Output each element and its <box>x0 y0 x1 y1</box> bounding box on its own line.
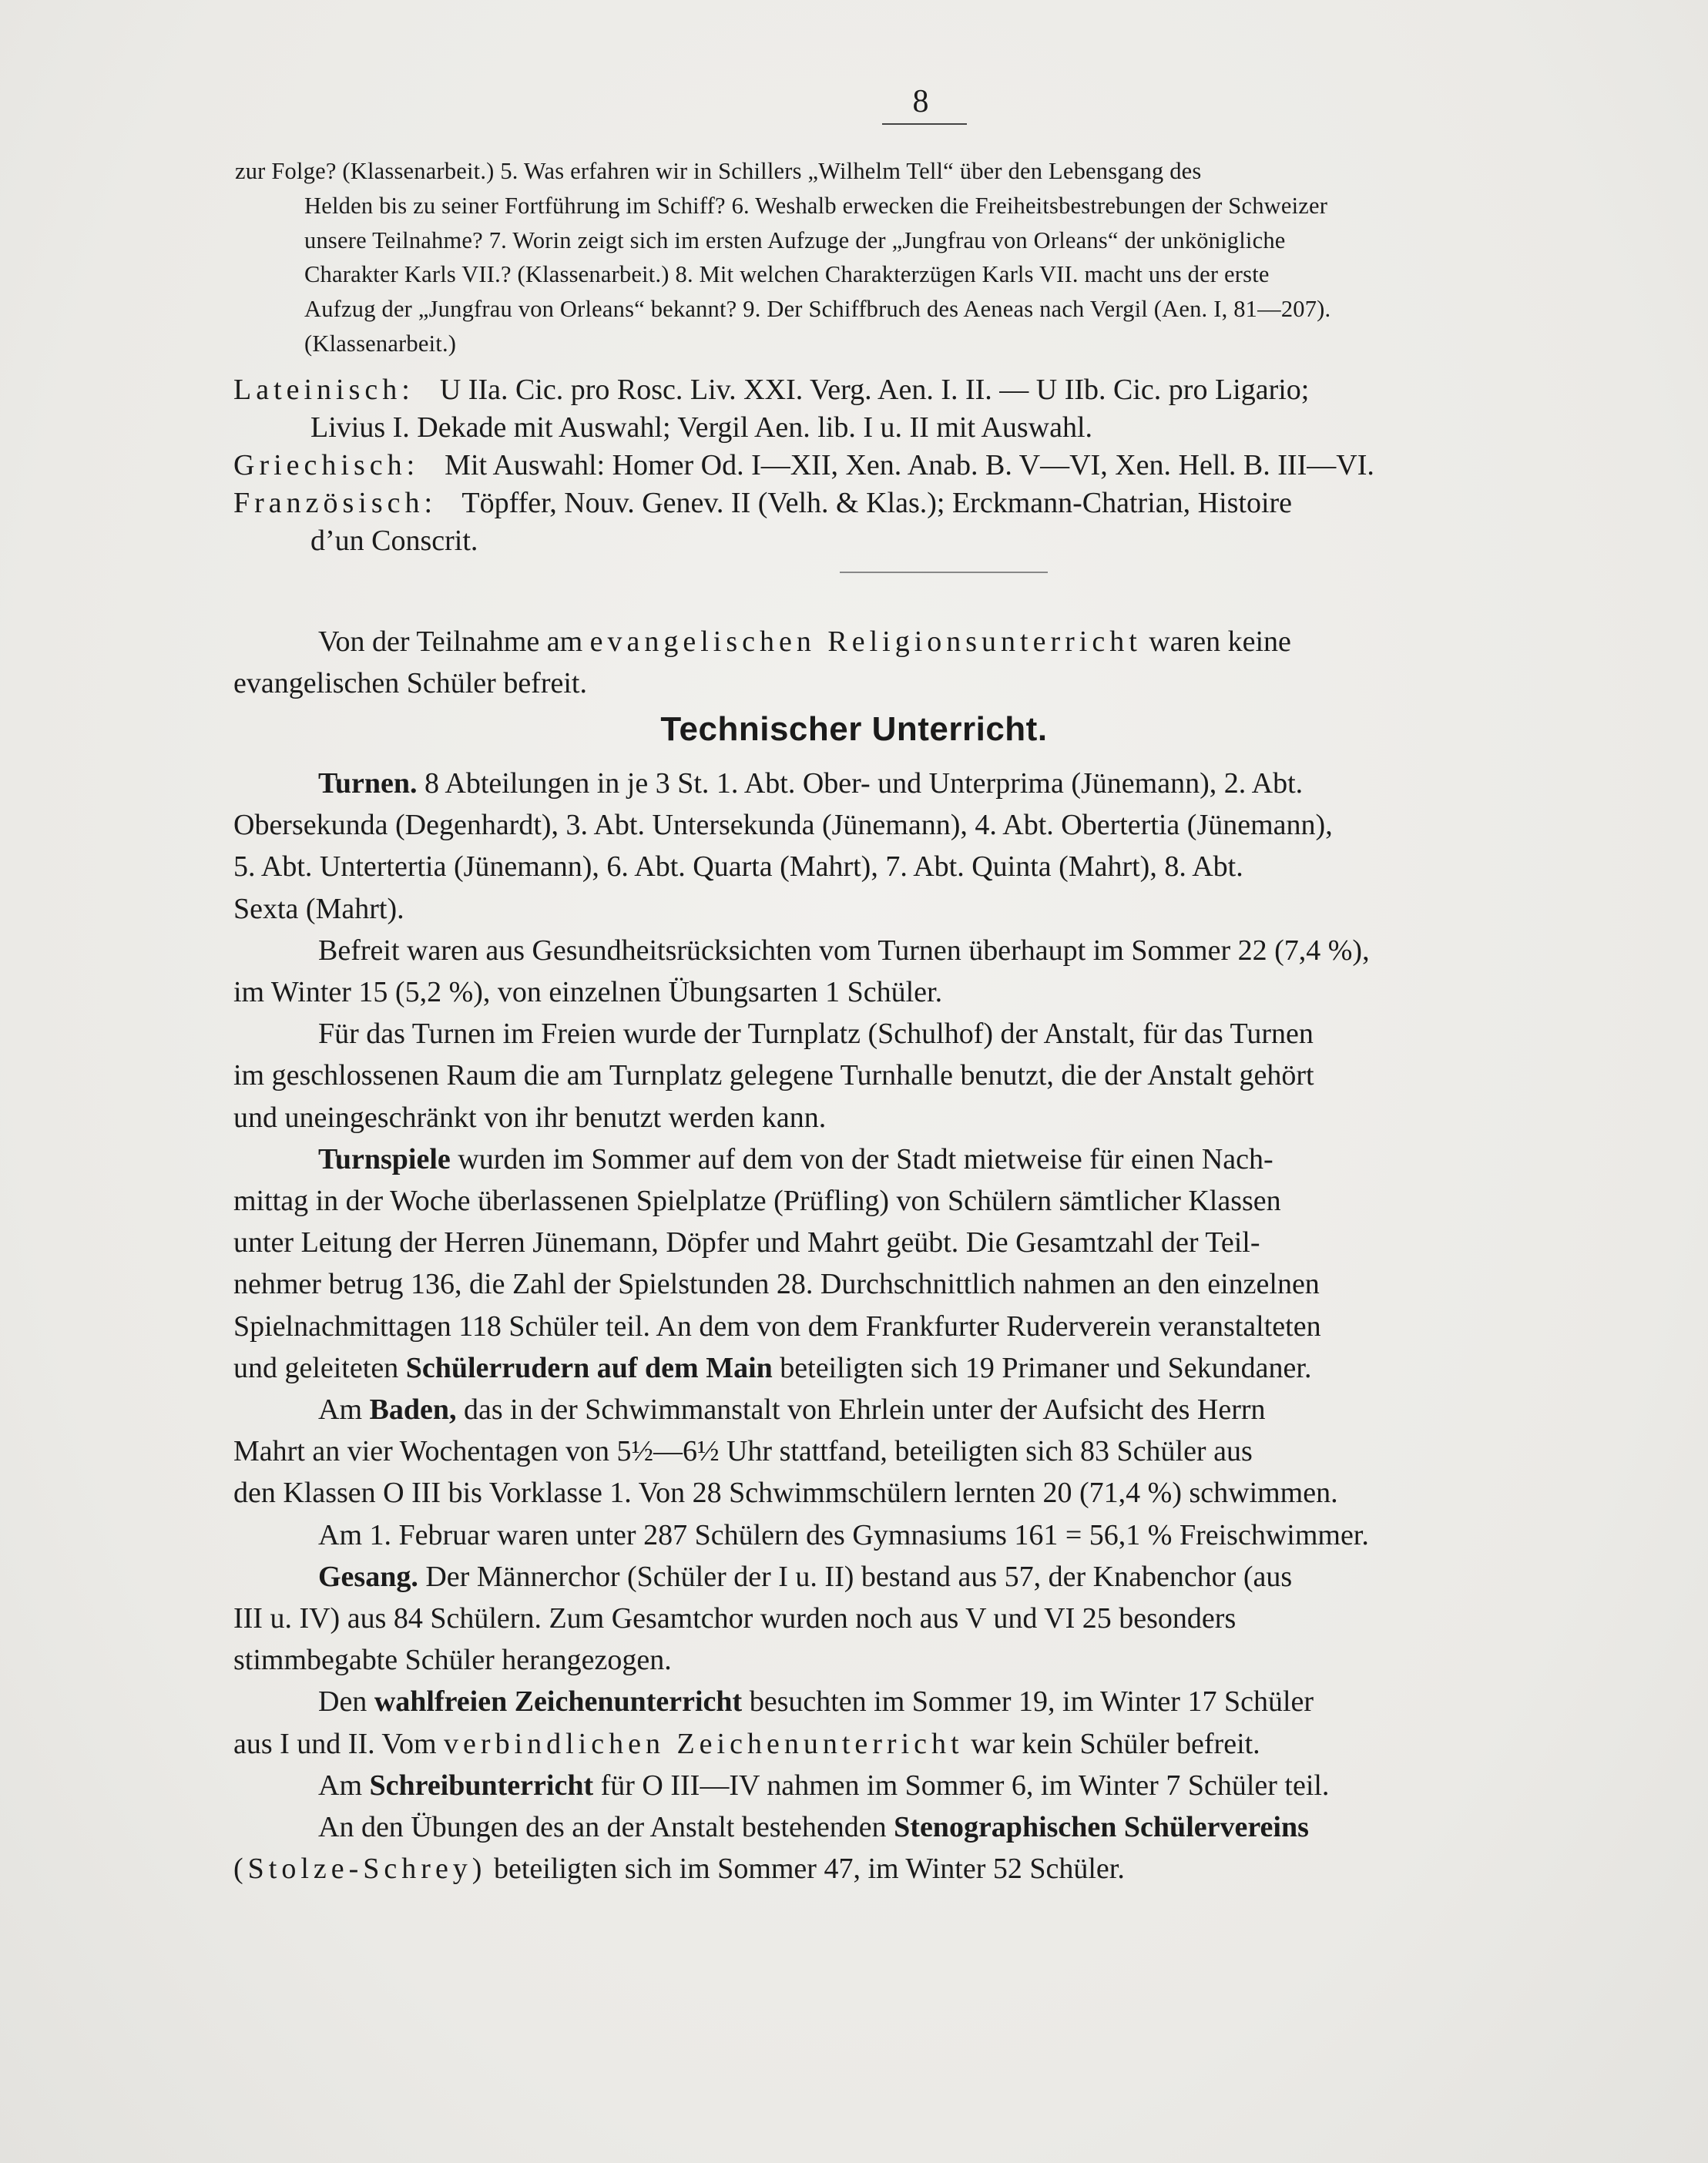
latin-label: Lateinisch: <box>233 374 414 406</box>
turnspiele-text: wurden im Sommer auf dem von der Stadt mietweise für einen Nach- <box>458 1142 1273 1175</box>
turnen-line: Obersekunda (Degenhardt), 3. Abt. Untersekunda (Jünemann), 4. Abt. Obertertia (Jünemann), <box>233 809 1333 842</box>
turnen-line: Sexta (Mahrt). <box>233 892 404 925</box>
zeichnen-text: besuchten im Sommer 19, im Winter 17 Schüler <box>749 1685 1314 1719</box>
baden-line: den Klassen O III bis Vorklasse 1. Von 28 Schwimmschülern lernten 20 (71,4 %) schwimmen. <box>233 1477 1338 1510</box>
essay-topics-line: Helden bis zu seiner Fortführung im Schiff? 6. Weshalb erwecken die Freiheitsbestrebungen der Schweizer <box>304 192 1328 219</box>
greek-text: Mit Auswahl: Homer Od. I—XII, Xen. Anab. B. V—VI, Xen. Hell. B. III—VI. <box>445 449 1374 481</box>
essay-topics-line: Charakter Karls VII.? (Klassenarbeit.) 8. Mit welchen Charakterzügen Karls VII. macht uns der erste <box>304 261 1270 288</box>
religion-line <box>233 621 1636 662</box>
religion-paragraph <box>233 621 1636 704</box>
religion-text: Von der Teilnahme am <box>318 625 583 658</box>
essay-topics <box>235 154 1622 361</box>
turnspiele-line <box>233 1139 1636 1180</box>
baden-text: das in der Schwimmanstalt von Ehrlein unter der Aufsicht des Herrn <box>463 1393 1266 1427</box>
turnen-label: Turnen. <box>318 767 418 800</box>
befreit-line: Befreit waren aus Gesundheitsrücksichten vom Turnen überhaupt im Sommer 22 (7,4 %), <box>318 934 1370 967</box>
turnspiele-line: Spielnachmittagen 118 Schüler teil. An dem von dem Frankfurter Ruderverein veranstalteten <box>233 1310 1321 1343</box>
steno-text: beteiligten sich im Sommer 47, im Winter 52 Schüler. <box>493 1853 1125 1886</box>
schreiben-line <box>233 1765 1636 1806</box>
literature-section <box>233 371 1636 560</box>
freischwimmer-line: Am 1. Februar waren unter 287 Schülern des Gymnasiums 161 = 56,1 % Freischwimmer. <box>318 1518 1369 1551</box>
latin-continuation: Livius I. Dekade mit Auswahl; Vergil Aen. lib. I u. II mit Auswahl. <box>310 411 1092 444</box>
french-text: Töpffer, Nouv. Genev. II (Velh. & Klas.); Erckmann-Chatrian, Histoire <box>461 487 1293 519</box>
page-number-rule <box>882 123 967 125</box>
gesang-line <box>233 1556 1636 1598</box>
gesang-line: stimmbegabte Schüler herangezogen. <box>233 1644 672 1677</box>
zeichnen-text: Den <box>318 1685 367 1719</box>
zeichnen-text: war kein Schüler befreit. <box>971 1727 1260 1760</box>
greek-line <box>233 447 1636 485</box>
baden-label: Baden, <box>369 1393 457 1427</box>
technical-instruction-body <box>233 763 1636 1890</box>
french-line <box>233 485 1636 522</box>
religion-text: waren keine <box>1149 625 1291 658</box>
page-number: 8 <box>912 84 929 119</box>
gesang-text: Der Männerchor (Schüler der I u. II) bestand aus 57, der Knabenchor (aus <box>425 1560 1293 1593</box>
latin-line <box>233 371 1636 409</box>
turnplatz-line: und uneingeschränkt von ihr benutzt werden kann. <box>233 1101 827 1134</box>
turnen-text: 8 Abteilungen in je 3 St. 1. Abt. Ober- und Unterprima (Jünemann), 2. Abt. <box>424 767 1304 800</box>
section-heading: Technischer Unterricht. <box>660 710 1048 748</box>
steno-line <box>233 1848 1636 1890</box>
zeichnen-label: wahlfreien Zeichenunterricht <box>374 1685 743 1719</box>
religion-line-2: evangelischen Schüler befreit. <box>233 667 587 700</box>
essay-topics-line: Aufzug der „Jungfrau von Orleans“ bekannt? 9. Der Schiffbruch des Aeneas nach Vergil (Aen. I, 81—207). <box>304 296 1331 323</box>
zeichnen-line <box>233 1681 1636 1722</box>
section-divider <box>840 572 1048 573</box>
essay-topics-line: (Klassenarbeit.) <box>304 330 457 357</box>
gesang-line: III u. IV) aus 84 Schülern. Zum Gesamtchor wurden noch aus V und VI 25 besonders <box>233 1602 1237 1635</box>
steno-line <box>233 1806 1636 1848</box>
schreiben-text: Am <box>318 1769 362 1802</box>
essay-topics-line: zur Folge? (Klassenarbeit.) 5. Was erfahren wir in Schillers „Wilhelm Tell“ über den Lebensgang des <box>235 158 1202 184</box>
french-continuation: d’un Conscrit. <box>310 525 478 557</box>
schreiben-label: Schreibunterricht <box>369 1769 594 1802</box>
essay-topics-line: unsere Teilnahme? 7. Worin zeigt sich im ersten Aufzuge der „Jungfrau von Orleans“ der unkönigliche <box>304 226 1286 253</box>
turnspiele-line: nehmer betrug 136, die Zahl der Spielstunden 28. Durchschnittlich nahmen an den einzelnen <box>233 1268 1320 1301</box>
turnspiele-line: unter Leitung der Herren Jünemann, Döpfer und Mahrt geübt. Die Gesamtzahl der Teil- <box>233 1226 1260 1259</box>
turnen-line: 5. Abt. Untertertia (Jünemann), 6. Abt. Quarta (Mahrt), 7. Abt. Quinta (Mahrt), 8. Abt. <box>233 850 1243 884</box>
turnspiele-text: und geleiteten <box>233 1351 399 1384</box>
turnspiele-line: mittag in der Woche überlassenen Spielplatze (Prüfling) von Schülern sämtlicher Klassen <box>233 1185 1281 1218</box>
gesang-label: Gesang. <box>318 1560 418 1593</box>
turnen-line <box>233 763 1636 804</box>
turnspiele-line <box>233 1347 1636 1389</box>
greek-label: Griechisch: <box>233 449 420 481</box>
rudern-label: Schülerrudern auf dem Main <box>405 1351 773 1384</box>
baden-text: Am <box>318 1393 362 1427</box>
schreiben-text: für O III—IV nahmen im Sommer 6, im Winter 7 Schüler teil. <box>600 1769 1330 1802</box>
religion-emphasis: evangelischen Religionsunterricht <box>589 625 1142 658</box>
latin-text: U IIa. Cic. pro Rosc. Liv. XXI. Verg. Aen. I. II. — U IIb. Cic. pro Ligario; <box>439 374 1310 406</box>
steno-label: Stenographischen Schülervereins <box>894 1811 1309 1844</box>
steno-emphasis: (Stolze-Schrey) <box>233 1853 487 1886</box>
befreit-line: im Winter 15 (5,2 %), von einzelnen Übungsarten 1 Schüler. <box>233 976 943 1009</box>
zeichnen-emphasis: verbindlichen Zeichenunterricht <box>444 1727 964 1760</box>
steno-text: An den Übungen des an der Anstalt bestehenden <box>318 1811 887 1844</box>
turnspiele-text: beteiligten sich 19 Primaner und Sekundaner. <box>780 1351 1312 1384</box>
baden-line <box>233 1389 1636 1430</box>
zeichnen-line <box>233 1723 1636 1765</box>
turnplatz-line: Für das Turnen im Freien wurde der Turnplatz (Schulhof) der Anstalt, für das Turnen <box>318 1018 1314 1051</box>
turnplatz-line: im geschlossenen Raum die am Turnplatz gelegene Turnhalle benutzt, die der Anstalt gehört <box>233 1059 1314 1092</box>
zeichnen-text: aus I und II. Vom <box>233 1727 437 1760</box>
turnspiele-label: Turnspiele <box>318 1142 451 1175</box>
french-label: Französisch: <box>233 487 438 519</box>
baden-line: Mahrt an vier Wochentagen von 5½—6½ Uhr stattfand, beteiligten sich 83 Schüler aus <box>233 1435 1253 1468</box>
